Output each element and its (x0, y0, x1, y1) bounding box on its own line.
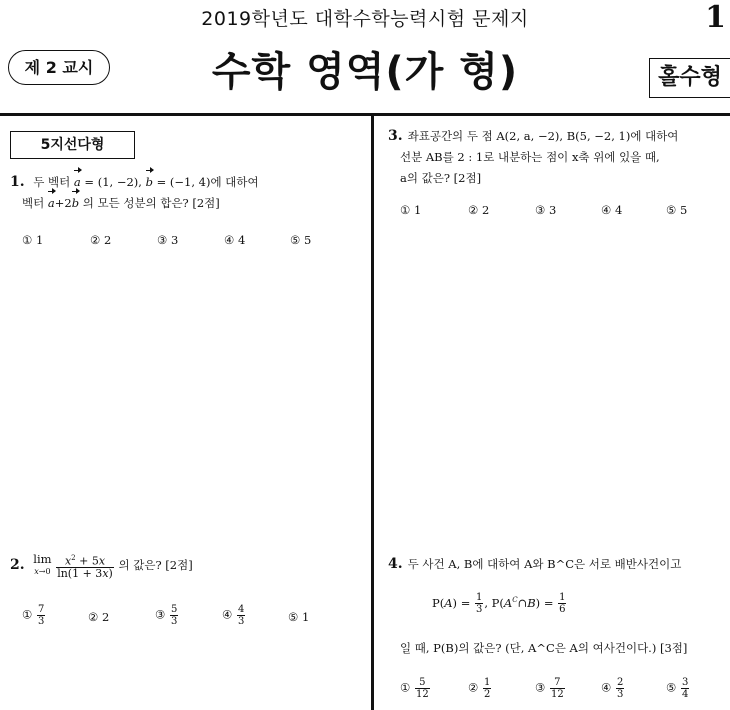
choice[interactable]: ③ $\frac{7}{12}$ (535, 677, 564, 700)
question-2-choices (22, 604, 362, 634)
question-number: 2. (10, 556, 25, 573)
question-4-condition: P(A) = $\frac{1}{3}$ , $P(A^C\cap B)$ = $\frac{1}{6}$ (432, 592, 566, 616)
choice[interactable]: ③ 3 (535, 203, 557, 217)
question-1-line1: 1. 두 벡터 a = (1, −2), b = (−1, 4)에 대하여 (10, 172, 365, 193)
question-1 (10, 172, 365, 214)
choice[interactable]: ④ 4 (224, 233, 246, 247)
choice[interactable]: ⑤ 5 (290, 233, 312, 247)
question-3-choices (400, 203, 720, 219)
choice[interactable]: ② 2 (90, 233, 112, 247)
choice[interactable]: ① 1 (22, 233, 44, 247)
section-label: 5지선다형 (10, 131, 135, 159)
question-1-line2: 벡터 a+2b 의 모든 성분의 합은? [2점] (10, 193, 365, 214)
question-4: 4. 두 사건 A, B에 대하여 A와 B^C은 서로 배반사건이고 (388, 556, 682, 572)
exam-title: 2019학년도 대학수학능력시험 문제지 (201, 8, 529, 30)
choice[interactable]: ② 2 (88, 610, 110, 624)
choice[interactable]: ② 2 (468, 203, 490, 217)
question-number: 4. (388, 556, 403, 572)
limit-expression: lim x→0 (33, 552, 52, 577)
period-badge: 제 2 교시 (8, 50, 110, 85)
header-divider (0, 113, 730, 116)
page-number: 1 (705, 0, 726, 35)
choice[interactable]: ① $\frac{5}{12}$ (400, 677, 429, 700)
subject-title: 수학 영역(가 형) (211, 49, 519, 95)
question-1-choices (22, 233, 362, 249)
question-number: 1. (10, 174, 25, 190)
choice[interactable]: ③ $\frac{5}{3}$ (155, 604, 178, 627)
question-3-line2: 선분 AB를 2 : 1로 내분하는 점이 x축 위에 있을 때, (400, 150, 660, 164)
question-4-choices (400, 677, 720, 707)
question-number: 3. (388, 128, 403, 144)
choice[interactable]: ⑤ 1 (288, 610, 310, 624)
choice[interactable]: ③ 3 (157, 233, 179, 247)
choice[interactable]: ⑤ 5 (666, 203, 688, 217)
choice[interactable]: ② $\frac{1}{2}$ (468, 677, 491, 700)
question-3-line1: 3. 좌표공간의 두 점 A(2, a, −2), B(5, −2, 1)에 대하여 (388, 128, 679, 144)
question-4-line3: 일 때, P(B)의 값은? (단, A^C은 A의 여사건이다.) [3점] (400, 641, 688, 655)
form-type-box: 홀수형 (649, 58, 730, 98)
choice[interactable]: ① $\frac{7}{3}$ (22, 604, 45, 627)
question-3-line3: a의 값은? [2점] (400, 171, 482, 185)
choice[interactable]: ④ $\frac{2}{3}$ (601, 677, 624, 700)
column-divider (371, 116, 374, 710)
question-3 (388, 126, 726, 189)
question-2: 2. lim x→0 $\frac{x^2 + 5x}{\ln(1 + 3x)}$ 의 값은? [2점] (10, 552, 193, 580)
choice[interactable]: ⑤ $\frac{3}{4}$ (666, 677, 689, 700)
choice[interactable]: ① 1 (400, 203, 422, 217)
choice[interactable]: ④ 4 (601, 203, 623, 217)
choice[interactable]: ④ $\frac{4}{3}$ (222, 604, 245, 627)
